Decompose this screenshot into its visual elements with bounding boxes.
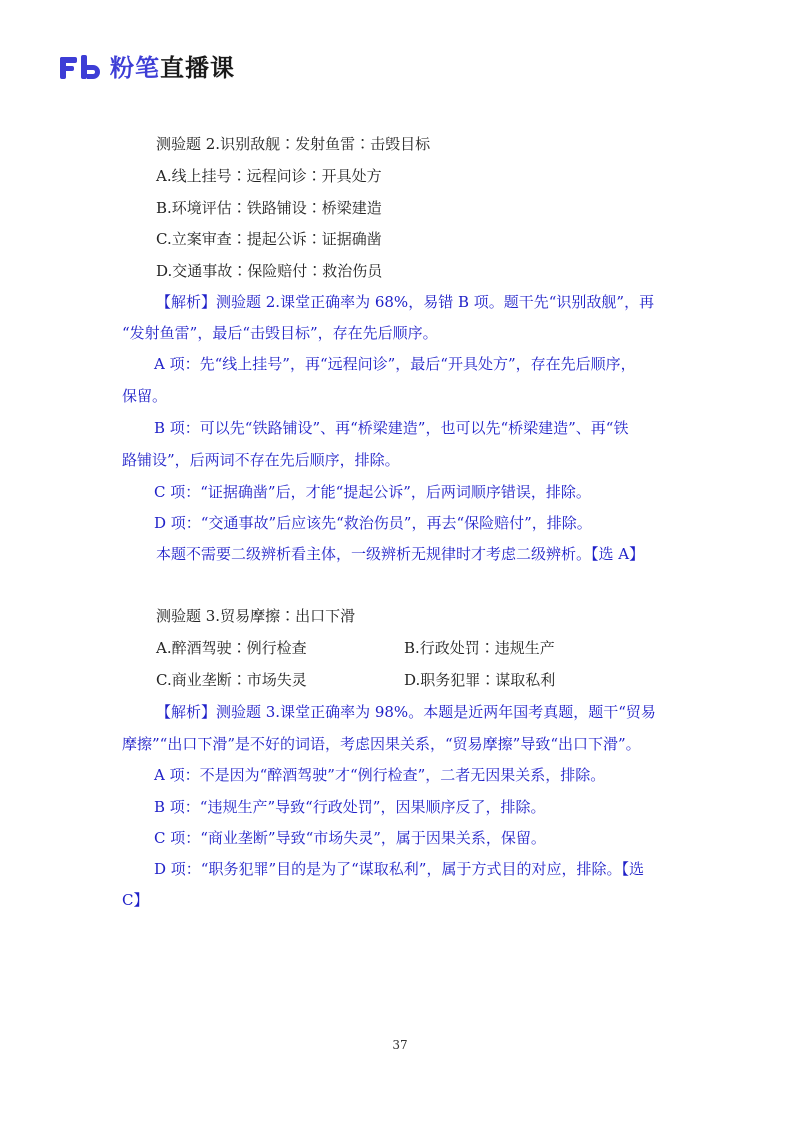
q2-analysis-line: C 项：“证据确凿”后，才能“提起公诉”，后两词顺序错误，排除。 [154, 483, 591, 501]
q2-option-a: A.线上挂号∶远程问诊∶开具处方 [156, 167, 382, 185]
q3-analysis-line: C 项：“商业垄断”导致“市场失灵”，属于因果关系，保留。 [154, 829, 546, 847]
q3-option-b: B.行政处罚∶违规生产 [404, 639, 555, 657]
q3-analysis-line: B 项：“违规生产”导致“行政处罚”，因果顺序反了，排除。 [154, 798, 546, 816]
q2-analysis-line: 【解析】测验题 2.课堂正确率为 68%，易错 B 项。题干先“识别敌舰”，再 [156, 293, 655, 311]
q2-analysis-line: B 项：可以先“铁路铺设”、再“桥梁建造”，也可以先“桥梁建造”、再“铁 [154, 419, 629, 437]
q2-option-c: C.立案审查∶提起公诉∶证据确凿 [156, 230, 382, 248]
q3-option-c: C.商业垄断∶市场失灵 [156, 671, 307, 689]
fenbi-logo-icon [60, 55, 104, 81]
q2-analysis-line: A 项：先“线上挂号”，再“远程问诊”，最后“开具处方”，存在先后顺序， [154, 355, 636, 373]
q2-option-d: D.交通事故∶保险赔付∶救治伤员 [156, 262, 383, 280]
q2-analysis-line: D 项：“交通事故”后应该先“救治伤员”，再去“保险赔付”，排除。 [154, 514, 592, 532]
q2-analysis-line: “发射鱼雷”，最后“击毁目标”，存在先后顺序。 [122, 324, 438, 342]
q3-analysis-line: C】 [122, 891, 149, 909]
page-number: 37 [392, 1038, 408, 1052]
q3-option-d: D.职务犯罪∶谋取私利 [404, 671, 556, 689]
header [60, 50, 235, 86]
q3-analysis-line: A 项：不是因为“醉酒驾驶”才“例行检查”，二者无因果关系，排除。 [154, 766, 606, 784]
q2-option-b: B.环境评估∶铁路铺设∶桥梁建造 [156, 199, 382, 217]
q3-stem: 测验题 3.贸易摩擦∶出口下滑 [156, 607, 356, 625]
q2-stem: 测验题 2.识别敌舰∶发射鱼雷∶击毁目标 [156, 135, 431, 153]
q3-options-row-2 [156, 670, 656, 690]
q2-analysis-line: 路铺设”，后两词不存在先后顺序，排除。 [122, 451, 400, 469]
q2-analysis-line: 本题不需要二级辨析看主体，一级辨析无规律时才考虑二级辨析。【选 A】 [156, 545, 645, 563]
q3-analysis-line: 【解析】测验题 3.课堂正确率为 98%。本题是近两年国考真题，题干“贸易 [156, 703, 656, 721]
brand-accent: 粉笔 [110, 54, 160, 82]
q3-analysis-line: 摩擦”“出口下滑”是不好的词语，考虑因果关系，“贸易摩擦”导致“出口下滑”。 [122, 735, 641, 753]
q3-option-a: A.醉酒驾驶∶例行检查 [156, 639, 307, 657]
brand-name [110, 56, 235, 80]
q3-analysis-line: D 项：“职务犯罪”目的是为了“谋取私利”，属于方式目的对应，排除。【选 [154, 860, 644, 878]
q2-analysis-line: 保留。 [122, 387, 168, 405]
brand-rest: 直播课 [160, 54, 235, 82]
q3-options-row-1 [156, 638, 656, 658]
